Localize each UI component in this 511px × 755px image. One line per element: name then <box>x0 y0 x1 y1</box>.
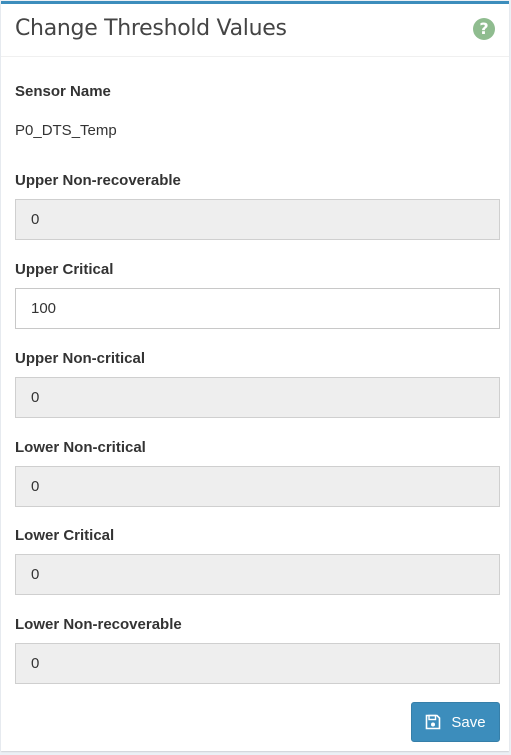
save-button-label: Save <box>451 713 486 731</box>
panel-header <box>1 4 509 57</box>
lower-non-critical-label: Lower Non-critical <box>15 439 146 456</box>
upper-critical-label: Upper Critical <box>15 261 114 278</box>
floppy-disk-icon <box>425 714 441 730</box>
threshold-panel <box>1 1 509 751</box>
upper-non-critical-label: Upper Non-critical <box>15 350 146 367</box>
save-button[interactable] <box>411 702 500 742</box>
lower-non-recoverable-field <box>15 643 500 684</box>
upper-critical-field[interactable] <box>15 288 500 329</box>
lower-non-recoverable-label: Lower Non-recoverable <box>15 616 182 633</box>
upper-non-recoverable-field <box>15 199 500 240</box>
lower-critical-field <box>15 554 500 595</box>
question-circle-icon[interactable]: ? <box>473 18 495 40</box>
lower-critical-label: Lower Critical <box>15 527 115 544</box>
page-title: Change Threshold Values <box>15 16 287 41</box>
upper-non-recoverable-label: Upper Non-recoverable <box>15 172 181 189</box>
lower-non-critical-field <box>15 466 500 507</box>
sensor-name-value: P0_DTS_Temp <box>15 122 117 139</box>
upper-non-critical-field <box>15 377 500 418</box>
sensor-name-label: Sensor Name <box>15 83 111 100</box>
